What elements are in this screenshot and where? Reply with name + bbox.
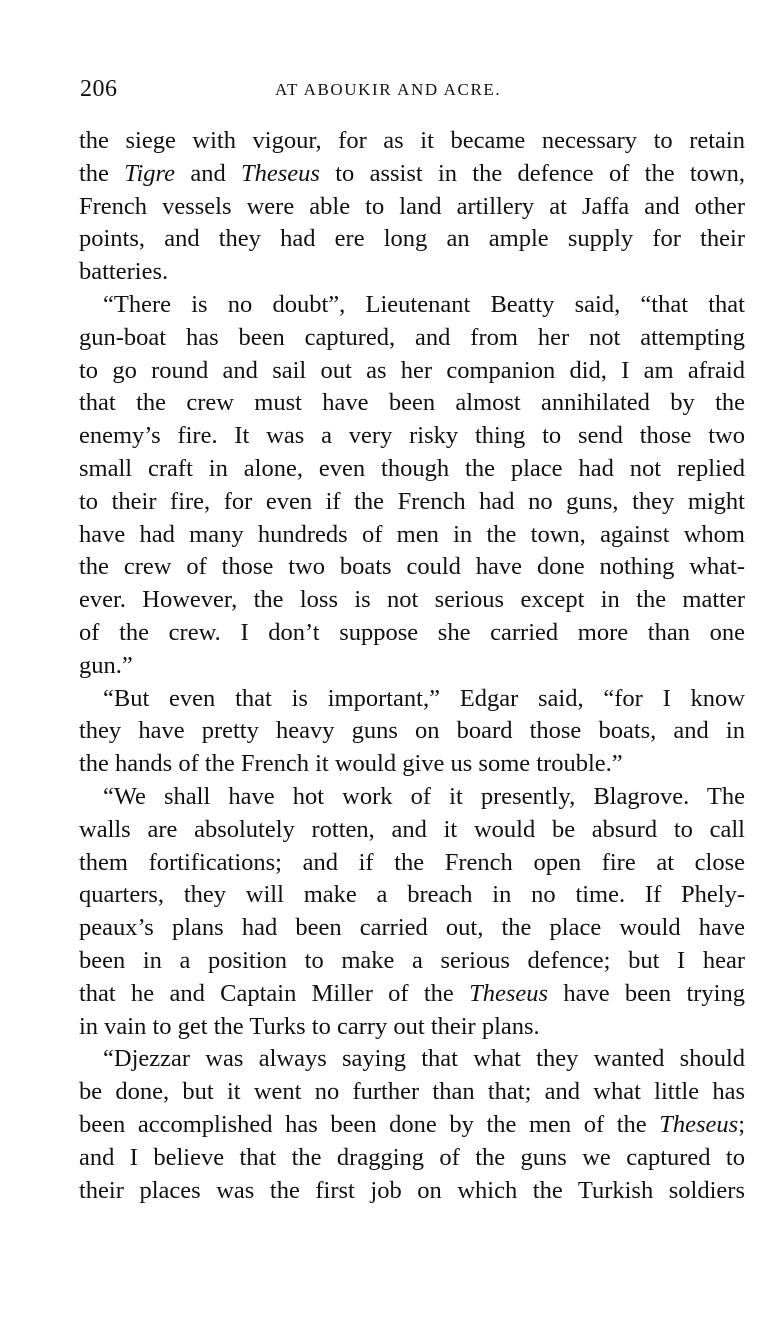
text-line: points, and they had ere long an ample supply for their: [79, 225, 745, 253]
text-line: batteries.: [79, 258, 169, 286]
ship-name-tigre: Tigre: [124, 159, 176, 187]
paragraph-start-line: “Djezzar was always saying that what they wanted should: [103, 1045, 745, 1073]
text-line: to their fire, for even if the French had no guns, they might: [79, 487, 745, 515]
text-line: be done, but it went no further than that; and what little has: [79, 1078, 745, 1106]
text-line: gun.”: [79, 651, 133, 679]
text-line: have had many hundreds of men in the town, against whom: [79, 520, 745, 548]
text-line: peaux’s plans had been carried out, the place would have: [79, 914, 745, 942]
text-line: the siege with vigour, for as it became necessary to retain: [79, 127, 745, 154]
text-line: of the crew. I don’t suppose she carried more than one: [79, 618, 745, 646]
paragraph-start-line: “There is no doubt”, Lieutenant Beatty said, “that that: [103, 290, 745, 318]
text-line: the Tigre and Theseus to assist in the defence of the town,: [79, 159, 745, 187]
body-text: [79, 125, 745, 1207]
ship-name-theseus: Theseus: [659, 1110, 739, 1138]
text-line: ever. However, the loss is not serious except in the matter: [79, 586, 745, 614]
text-line: been accomplished has been done by the men of the Theseus;: [79, 1110, 745, 1138]
text-line: walls are absolutely rotten, and it would be absurd to call: [79, 815, 745, 843]
text-line: and I believe that the dragging of the guns we captured to: [79, 1143, 745, 1171]
text-line: the crew of those two boats could have done nothing what-: [79, 553, 745, 581]
text-line: they have pretty heavy guns on board those boats, and in: [79, 717, 745, 745]
text-line: that the crew must have been almost annihilated by the: [79, 389, 745, 417]
ship-name-theseus: Theseus: [241, 159, 320, 187]
text-line: enemy’s fire. It was a very risky thing to send those two: [79, 422, 745, 450]
text-line: that he and Captain Miller of the Theseus have been trying: [79, 979, 745, 1007]
running-head: AT ABOUKIR AND ACRE.: [275, 80, 502, 99]
ship-name-theseus: Theseus: [469, 979, 549, 1007]
text-line: French vessels were able to land artillery at Jaffa and other: [79, 192, 745, 220]
paragraph-start-line: “But even that is important,” Edgar said, “for I know: [103, 684, 745, 712]
page-number: 206: [80, 76, 118, 102]
text-line: small craft in alone, even though the place had not replied: [79, 454, 745, 482]
text-line: them fortifications; and if the French open fire at close: [79, 848, 745, 876]
text-line: the hands of the French it would give us some trouble.”: [79, 750, 623, 778]
text-line: to go round and sail out as her companion did, I am afraid: [79, 356, 745, 384]
text-line: their places was the first job on which the Turkish soldiers: [79, 1176, 745, 1204]
text-line: quarters, they will make a breach in no time. If Phely-: [79, 881, 745, 909]
text-line: been in a position to make a serious defence; but I hear: [79, 946, 745, 974]
text-line: in vain to get the Turks to carry out their plans.: [79, 1012, 540, 1040]
paragraph-start-line: “We shall have hot work of it presently, Blagrove. The: [103, 782, 745, 810]
page-header: [80, 74, 745, 108]
text-line: gun-boat has been captured, and from her not attempting: [79, 323, 745, 351]
